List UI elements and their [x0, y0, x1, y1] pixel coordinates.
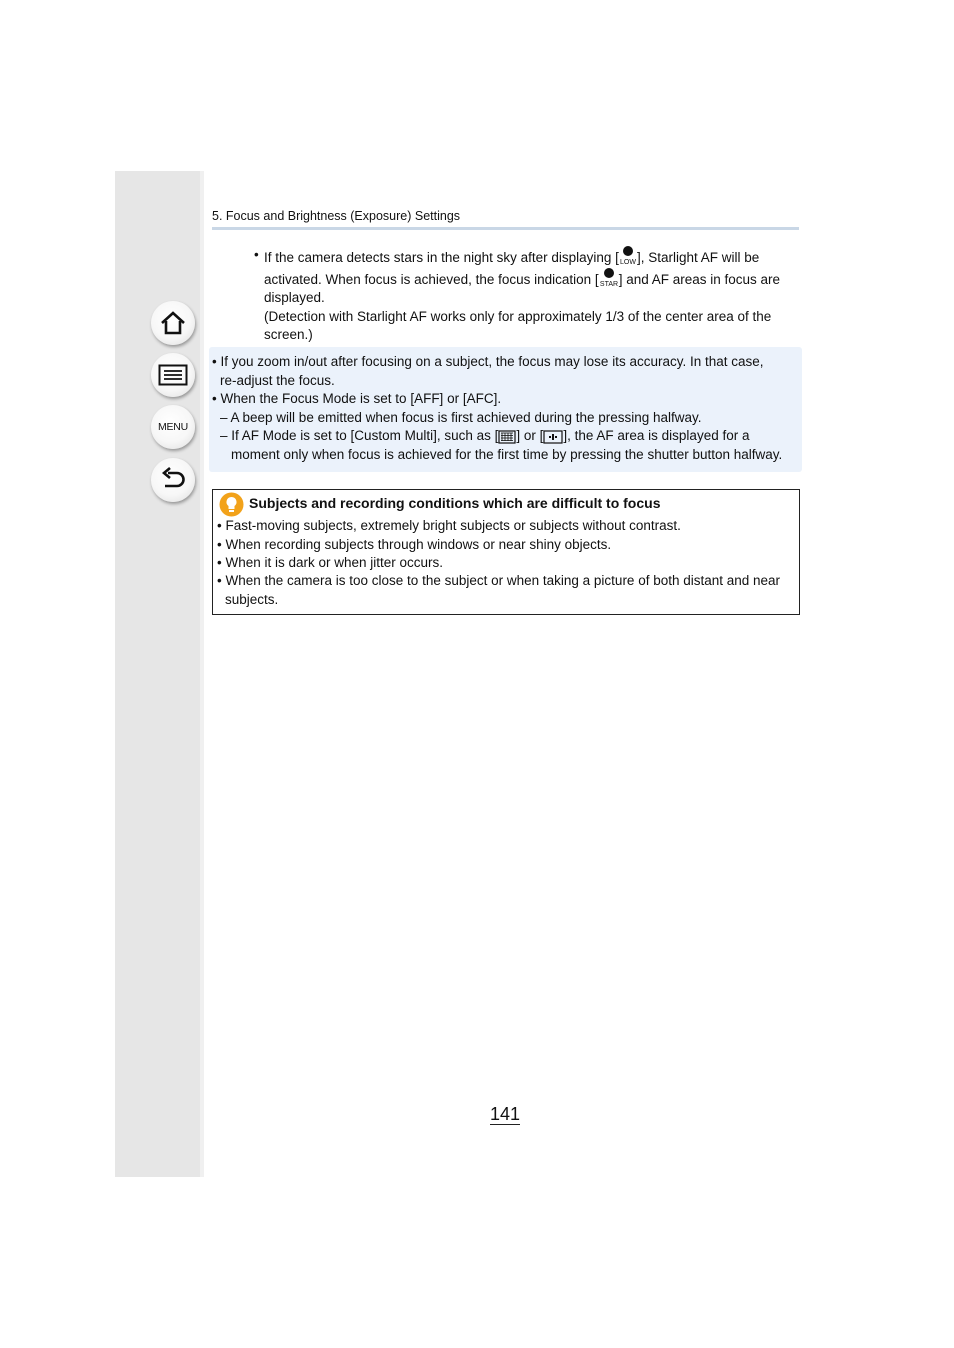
text-segment: ] and AF areas in focus are — [618, 271, 781, 287]
low-light-af-icon — [619, 246, 637, 266]
custom-multi-grid-icon — [498, 430, 516, 444]
list-icon — [158, 364, 188, 386]
starlight-af-note — [254, 246, 799, 345]
note-line — [220, 428, 749, 444]
note-line: • When the Focus Mode is set to [AFF] or [AFC]. — [212, 391, 502, 406]
lightbulb-icon — [219, 492, 244, 517]
sidebar-edge — [200, 171, 204, 1177]
tip-item: • When recording subjects through windows or near shiny objects. — [217, 537, 612, 552]
text-segment: activated. When focus is achieved, the focus indication [ — [264, 271, 599, 287]
note-line: moment only when focus is achieved for the first time by pressing the shutter button halfway. — [231, 447, 783, 462]
starlight-focus-icon — [599, 268, 619, 288]
text-segment: ], the AF area is displayed for a — [563, 428, 750, 443]
bullet-line — [254, 246, 799, 268]
tip-item: • When the camera is too close to the subject or when taking a picture of both distant and near — [217, 573, 781, 588]
menu-button[interactable] — [151, 405, 195, 449]
note-line: • If you zoom in/out after focusing on a subject, the focus may lose its accuracy. In that case, — [212, 354, 764, 369]
note-line: – A beep will be emitted when focus is first achieved during the pressing halfway. — [220, 410, 702, 425]
tip-item: • Fast-moving subjects, extremely bright subjects or subjects without contrast. — [217, 518, 681, 533]
tip-title: Subjects and recording conditions which are difficult to focus — [249, 495, 661, 511]
text-segment: – If AF Mode is set to [Custom Multi], such as [ — [220, 428, 499, 443]
bullet-line: (Detection with Starlight AF works only for approximately 1/3 of the center area of the — [264, 308, 772, 324]
header-rule — [212, 227, 799, 230]
text-segment: If the camera detects stars in the night sky after displaying [ — [264, 250, 619, 265]
bullet-dot: • — [254, 247, 259, 262]
page-number: 141 — [490, 1104, 521, 1124]
bullet-line: screen.) — [264, 327, 313, 342]
return-arrow-icon — [159, 467, 187, 493]
home-icon — [159, 310, 187, 336]
bullet-line: displayed. — [264, 290, 325, 305]
menu-icon: MENU — [157, 421, 189, 433]
tip-item: • When it is dark or when jitter occurs. — [217, 555, 444, 570]
text-segment: ] or [ — [516, 428, 544, 443]
custom-multi-center-icon — [543, 430, 563, 444]
text-segment: ], Starlight AF will be — [636, 250, 760, 265]
low-label: LOW — [619, 259, 636, 266]
tip-item: subjects. — [225, 592, 279, 607]
bullet-line — [254, 268, 799, 290]
back-button[interactable] — [151, 458, 195, 502]
contents-button[interactable] — [151, 353, 195, 397]
note-line: re-adjust the focus. — [220, 373, 335, 388]
home-button[interactable] — [151, 301, 195, 345]
star-label: STAR — [599, 280, 618, 288]
section-title: 5. Focus and Brightness (Exposure) Settings — [212, 209, 461, 223]
